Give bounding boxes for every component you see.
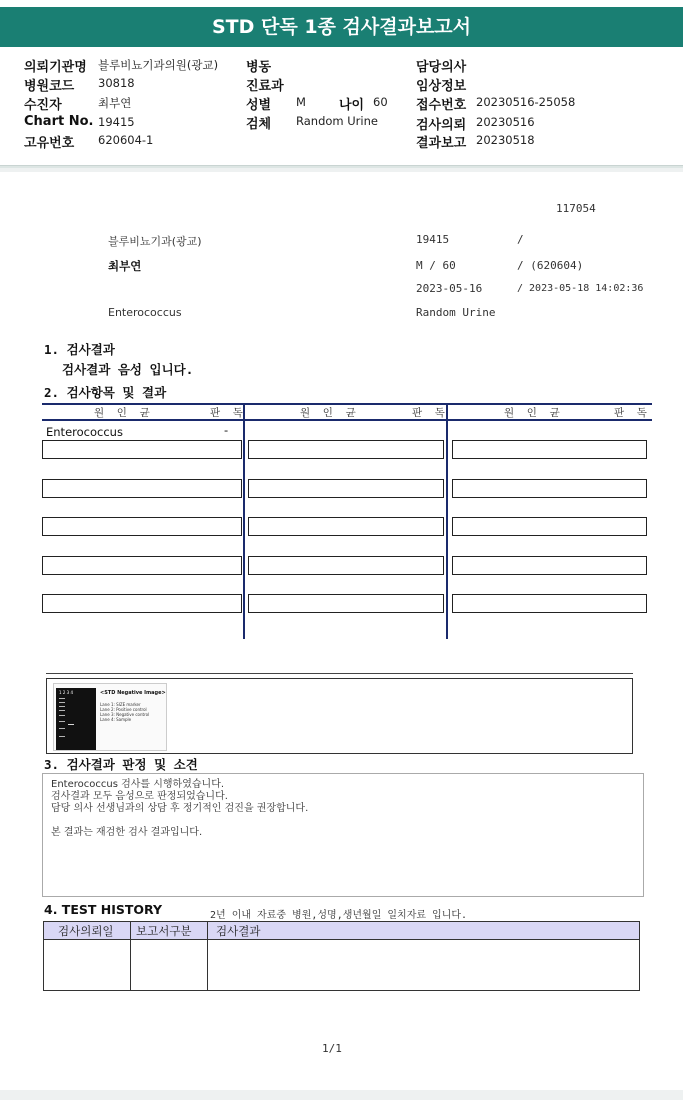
col-head-organism: 원 인 균 [504,407,560,419]
history-column-divider [207,922,208,990]
column-divider [446,403,448,639]
header-value-hospital-code: 30818 [98,76,135,90]
opinion-line: 검사결과 모두 음성으로 판정되었습니다. [51,791,228,802]
column-divider [243,403,245,639]
result-item-name: Enterococcus [46,425,123,439]
opinion-box [42,773,644,897]
page-number: 1/1 [322,1042,342,1055]
gel-title: <STD Negative Image> [100,690,166,696]
header-label-clinical-info: 임상정보 [416,79,467,94]
opinion-line: 본 결과는 재검한 검사 결과입니다. [51,827,203,838]
result-cell [42,556,242,575]
col-head-result: 판 독 [210,407,243,419]
meta-received: 2023-05-16 [416,282,483,295]
report-id: 117054 [556,202,596,215]
meta-sex-age: M / 60 [416,259,456,272]
meta-slash: / [517,233,524,246]
header-value-specimen: Random Urine [296,114,378,128]
meta-specimen: Random Urine [416,306,496,319]
meta-patient: 최부연 [108,259,142,273]
header-label-clinic: 의뢰기관명 [24,60,87,75]
header-label-report-date: 결과보고 [416,136,467,151]
result-item-value: - [224,423,229,437]
test-history-table [43,921,640,991]
gel-image-panel [46,678,633,754]
gel-image-card [53,683,167,751]
col-head-result: 판 독 [614,407,647,419]
header-label-doctor: 담당의사 [416,60,467,75]
header-value-chart-no: 19415 [98,115,135,129]
meta-reported: / 2023-05-18 14:02:36 [517,283,644,294]
opinion-line [51,815,635,827]
header-value-patient: 최부연 [98,96,132,110]
result-cell [452,556,647,575]
opinion-line: 담당 의사 선생님과의 상담 후 정기적인 검진을 권장합니다. [51,803,309,814]
results-table [42,403,652,639]
header-value-age: 60 [373,95,388,109]
header-value-sex: M [296,95,306,109]
result-cell [452,440,647,459]
col-head-result: 판 독 [412,407,445,419]
section-4-title: 4. TEST HISTORY [44,902,163,917]
gel-electrophoresis-image [56,688,96,750]
result-cell [452,594,647,613]
col-head-organism: 원 인 균 [94,407,150,419]
result-cell [248,594,444,613]
col-head-organism: 원 인 균 [300,407,356,419]
opinion-line: Enterococcus 검사를 시행하였습니다. [51,779,225,790]
header-label-accession-no: 접수번호 [416,98,467,113]
header-label-dept: 진료과 [246,79,284,94]
result-cell [42,517,242,536]
header-label-unique-no: 고유번호 [24,136,75,151]
header-value-unique-no: 620604-1 [98,133,154,147]
section-3-title: 3. 검사결과 판정 및 소견 [44,757,198,772]
result-cell [42,479,242,498]
meta-id: / (620604) [517,259,584,272]
gel-lane-numbers: 1 2 3 4 [59,690,73,695]
header-label-patient: 수진자 [24,98,62,113]
history-note: 2년 이내 자료중 병원,성명,생년월일 일치자료 입니다. [210,910,468,921]
bottom-bar [0,1090,683,1100]
result-cell [42,594,242,613]
gel-legend: Lane 1: SIZE marker Lane 2: Positive control Lane 3: Negative control Lane 4: Sample [100,702,150,722]
section-1-text: 검사결과 음성 입니다. [62,362,194,377]
header-value-accession-no: 20230516-25058 [476,95,576,109]
gel-top-rule [46,673,633,674]
result-cell [248,556,444,575]
meta-organism: Enterococcus [108,306,182,319]
history-col-result: 검사결과 [216,924,261,938]
header-label-specimen: 검체 [246,117,272,132]
meta-chart-no: 19415 [416,233,450,246]
header-label-request-date: 검사의뢰 [416,118,467,133]
header-label-chart-no: Chart No. [24,114,94,129]
result-cell [452,517,647,536]
header-label-ward: 병동 [246,60,272,75]
header-label-sex: 성별 [246,98,272,113]
result-cell [248,517,444,536]
history-col-report-type: 보고서구분 [136,924,192,938]
header-value-request-date: 20230516 [476,115,535,129]
gel-lanes-graphic [56,688,96,750]
report-title: STD 단독 1종 검사결과보고서 [0,7,683,47]
result-cell [248,479,444,498]
header-value-report-date: 20230518 [476,133,535,147]
result-cell [248,440,444,459]
header-label-hospital-code: 병원코드 [24,79,75,94]
history-header-row [44,922,639,940]
history-column-divider [130,922,131,990]
section-2-title: 2. 검사항목 및 결과 [44,385,167,400]
result-cell [42,440,242,459]
table-header-rule [42,419,652,421]
header-label-age: 나이 [339,98,365,113]
section-1-title: 1. 검사결과 [44,342,115,357]
history-col-request-date: 검사의뢰일 [58,924,114,938]
meta-hospital: 블루비뇨기과(광교) [108,235,202,248]
report-header [0,47,683,165]
header-value-clinic: 블루비뇨기과의원(광교) [98,58,219,72]
header-gap [0,168,683,172]
result-cell [452,479,647,498]
